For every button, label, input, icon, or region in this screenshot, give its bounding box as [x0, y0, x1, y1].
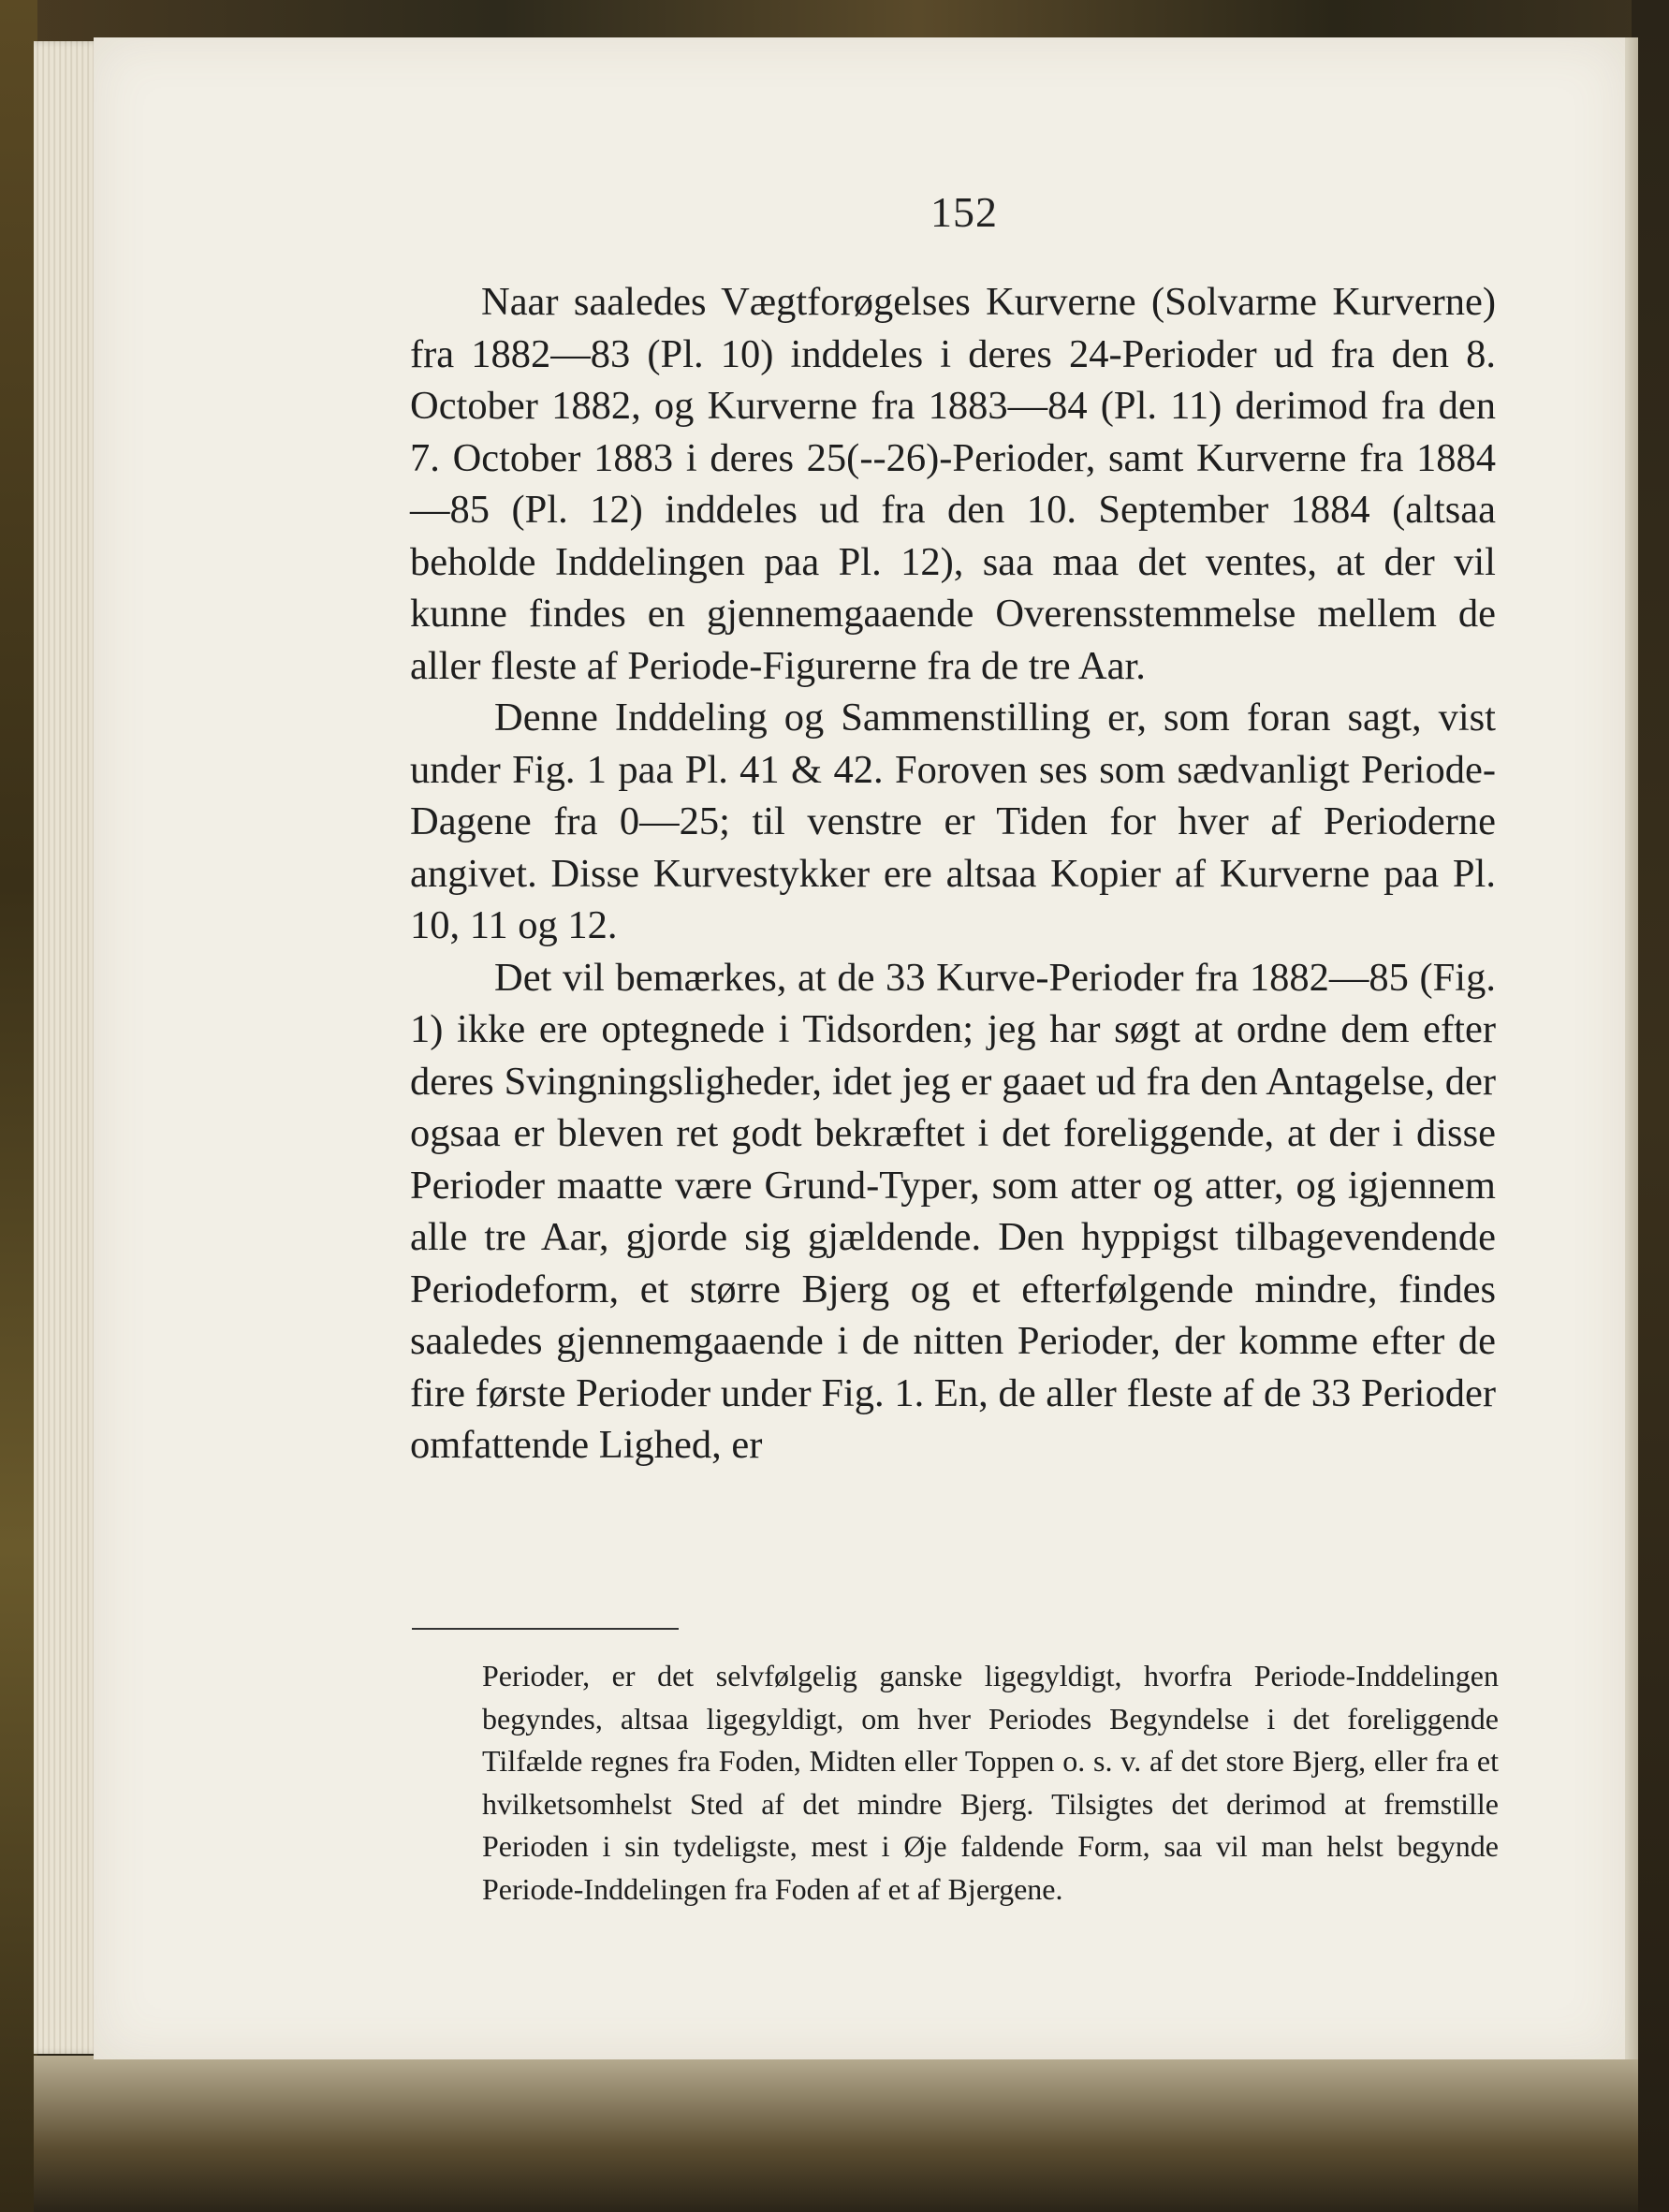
paragraph-2: Denne Inddeling og Sammenstilling er, som foran sagt, vist under Fig. 1 paa Pl. 41 & 42. Foroven ses som sædvanligt Periode-Dagene fra 0—25; til venstre er Tiden for hver af Perioderne angivet. Disse Kurvestykker ere altsaa Kopier af Kurverne paa Pl. 10, 11 og 12. — [410, 696, 1496, 947]
paragraph-1: Naar saaledes Vægtforøgelses Kurverne (Solvarme Kurverne) fra 1882—83 (Pl. 10) inddeles i deres 24-Perioder ud fra den 8. October 1882, og Kurverne fra 1883—84 (Pl. 11) derimod fra den 7. October 1883 i deres 25(--26)-Perioder, samt Kurverne fra 1884—85 (Pl. 12) inddeles ud fra den 10. September 1884 (altsaa beholde Inddelingen paa Pl. 12), saa maa det ventes, at der vil kunne findes en gjennemgaaende Overensstemmelse mellem de aller fleste af Periode-Figurerne fra de tre Aar. — [410, 280, 1496, 688]
page-edges — [34, 41, 101, 2054]
footnote-divider — [412, 1628, 679, 1630]
main-text — [410, 276, 1496, 1472]
page-bottom-edge — [34, 2056, 1638, 2212]
book-binding-left — [0, 0, 37, 2212]
page-right-edge — [1625, 37, 1638, 2059]
page-number: 152 — [930, 188, 998, 236]
footnote: Perioder, er det selvfølgelig ganske ligegyldigt, hvorfra Periode-Inddelingen begyndes, altsaa ligegyldigt, om hver Periodes Begyndelse i det foreliggende Tilfælde regnes fra Foden, Midten eller Toppen o. s. v. af det store Bjerg, eller fra et hvilketsomhelst Sted af det mindre Bjerg. Tilsigtes det derimod at fremstille Perioden i sin tydeligste, mest i Øje faldende Form, saa vil man helst begynde Periode-Inddelingen fra Foden af et af Bjergene. — [482, 1659, 1499, 1906]
paragraph-3: Det vil bemærkes, at de 33 Kurve-Perioder fra 1882—85 (Fig. 1) ikke ere optegnede i Tidsorden; jeg har søgt at ordne dem efter deres Svingningsligheder, idet jeg er gaaet ud fra den Antagelse, der ogsaa er bleven ret godt bekræftet i det foreliggende, at der i disse Perioder maatte være Grund-Typer, som atter og atter, og igjennem alle tre Aar, gjorde sig gjældende. Den hyppigst tilbagevendende Periodeform, et større Bjerg og et efterfølgende mindre, findes saaledes gjennemgaaende i de nitten Perioder, der komme efter de fire første Perioder under Fig. 1. En, de aller fleste af de 33 Perioder omfattende Lighed, er — [410, 955, 1496, 1467]
